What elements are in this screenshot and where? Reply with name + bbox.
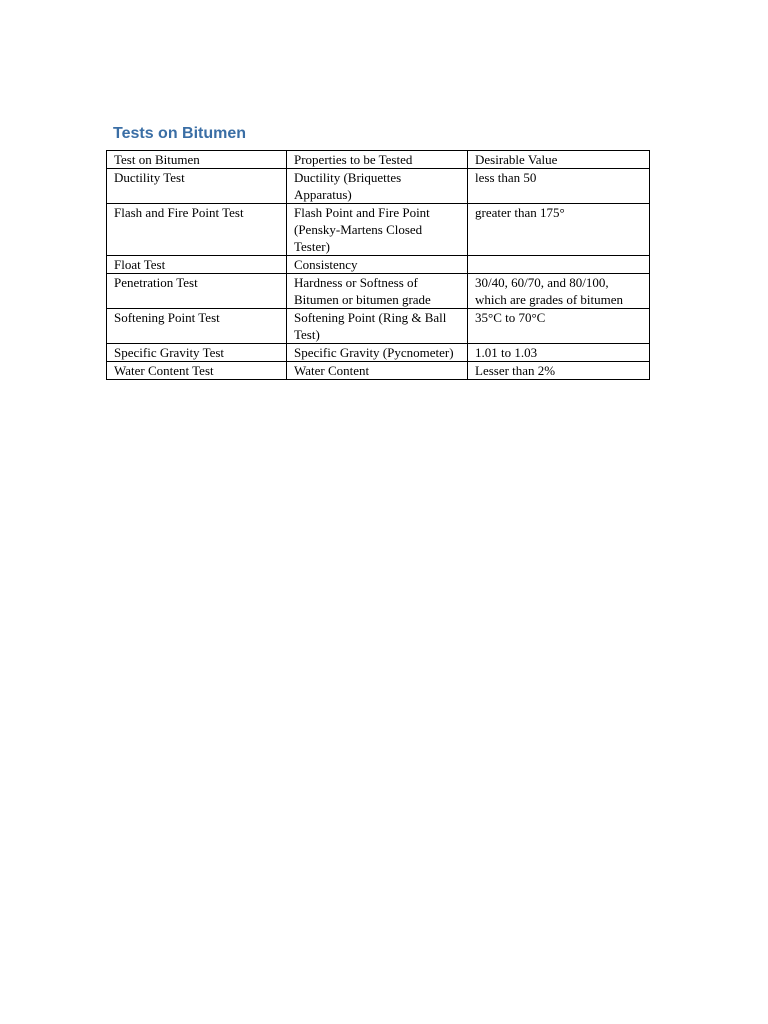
table-row <box>107 204 650 256</box>
table-header-row <box>107 151 650 169</box>
bitumen-tests-table <box>106 150 650 380</box>
table-row <box>107 362 650 380</box>
table-cell-test: Flash and Fire Point Test <box>107 204 287 256</box>
table-cell-test: Softening Point Test <box>107 309 287 344</box>
table-row <box>107 274 650 309</box>
column-header-desirable-value: Desirable Value <box>468 151 650 169</box>
table-cell-test: Float Test <box>107 256 287 274</box>
table-cell-properties: Flash Point and Fire Point (Pensky-Martens Closed Tester) <box>287 204 468 256</box>
table-cell-test: Ductility Test <box>107 169 287 204</box>
table-cell-test: Penetration Test <box>107 274 287 309</box>
table-cell-properties: Hardness or Softness of Bitumen or bitumen grade <box>287 274 468 309</box>
table-row <box>107 256 650 274</box>
table-cell-value: 1.01 to 1.03 <box>468 344 650 362</box>
table-cell-value: 30/40, 60/70, and 80/100, which are grades of bitumen <box>468 274 650 309</box>
table-cell-value: Lesser than 2% <box>468 362 650 380</box>
column-header-properties: Properties to be Tested <box>287 151 468 169</box>
table-cell-properties: Specific Gravity (Pycnometer) <box>287 344 468 362</box>
table-row <box>107 309 650 344</box>
table-cell-test: Water Content Test <box>107 362 287 380</box>
table-cell-properties: Water Content <box>287 362 468 380</box>
table-row <box>107 169 650 204</box>
table-row <box>107 344 650 362</box>
table-cell-properties: Ductility (Briquettes Apparatus) <box>287 169 468 204</box>
table-cell-test: Specific Gravity Test <box>107 344 287 362</box>
table-cell-value: less than 50 <box>468 169 650 204</box>
column-header-test: Test on Bitumen <box>107 151 287 169</box>
table-cell-properties: Softening Point (Ring & Ball Test) <box>287 309 468 344</box>
page-title: Tests on Bitumen <box>113 125 247 142</box>
table-cell-value: greater than 175° <box>468 204 650 256</box>
table-cell-value <box>468 256 650 274</box>
table-cell-properties: Consistency <box>287 256 468 274</box>
table-cell-value: 35°C to 70°C <box>468 309 650 344</box>
